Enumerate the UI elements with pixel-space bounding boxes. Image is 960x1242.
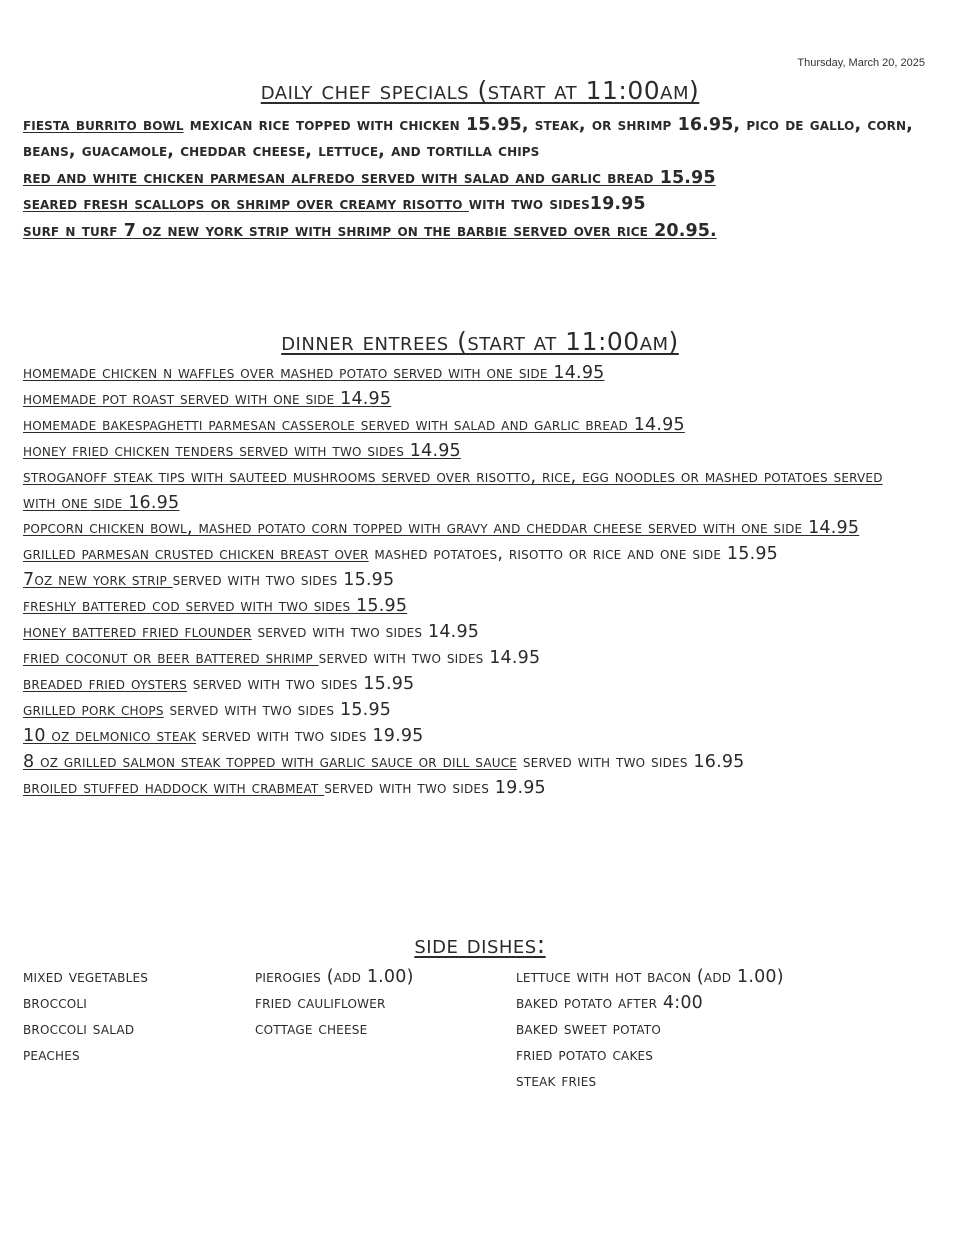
specials-item-details: mexican rice topped with chicken 15.95, steak, or shrimp 16.95, pico de gallo, corn, beans, guacamole, cheddar cheese, lettuce, and tortilla chips — [23, 115, 913, 162]
side-dish: mixed vegetables — [23, 967, 149, 987]
dinner-item-details: served with two sides 14.95 — [251, 622, 480, 643]
dinner-item-name: breaded fried oysters — [23, 673, 187, 694]
dinner-item-details: served with two sides 19.95 — [324, 777, 546, 798]
dinner-item-name: honey fried chicken tenders served with two sides 14.95 — [23, 440, 461, 461]
dinner-item — [23, 516, 913, 542]
dinner-item-name: homemade pot roast served with one side 14.95 — [23, 388, 392, 409]
dinner-item-details: served with two sides 15.95 — [186, 673, 415, 694]
dinner-item-name: grilled parmesan crusted chicken breast over — [23, 544, 369, 565]
specials-item — [23, 112, 913, 165]
dinner-item — [23, 750, 913, 776]
dinner-item-name: freshly battered cod served with two sides 15.95 — [23, 596, 408, 617]
specials-item-name: fiesta burrito bowl — [23, 115, 184, 135]
dinner-item-name: honey battered fried flounder — [23, 622, 252, 643]
dinner-item — [23, 620, 913, 646]
side-dish: peaches — [23, 1044, 80, 1065]
specials-list — [23, 112, 913, 244]
specials-heading-text: daily chef specials (start at 11:00am) — [260, 76, 700, 105]
dinner-item — [23, 413, 913, 439]
dinner-item — [23, 724, 913, 750]
dinner-list — [23, 361, 913, 801]
dinner-item-name: popcorn chicken bowl, mashed potato corn topped with gravy and cheddar cheese served with one side 14.95 — [23, 518, 860, 539]
dinner-item-name: 10 oz delmonico steak — [23, 725, 197, 746]
sides-heading — [0, 930, 960, 959]
dinner-item-name: homemade chicken n waffles over mashed potato served with one side 14.95 — [23, 363, 605, 383]
dinner-item-name: 7oz new york strip — [23, 570, 173, 591]
dinner-heading-text: dinner entrees (start at 11:00am) — [281, 327, 679, 356]
dinner-item-name: grilled pork chops — [23, 699, 164, 720]
specials-item — [23, 218, 913, 244]
side-dish: lettuce with hot bacon (add 1.00) — [516, 967, 784, 987]
specials-item — [23, 191, 913, 217]
side-dish: pierogies (add 1.00) — [255, 967, 414, 987]
side-dish: broccoli salad — [23, 1018, 135, 1039]
dinner-item-details: mashed potatoes, risotto or rice and one side 15.95 — [368, 544, 779, 565]
dinner-item-name: broiled stuffed haddock with crabmeat — [23, 777, 325, 798]
dinner-heading — [0, 327, 960, 356]
specials-item-details: with two sides19.95 — [468, 194, 646, 215]
menu-date: Thursday, March 20, 2025 — [797, 57, 925, 69]
side-dish: fried cauliflower — [255, 992, 386, 1013]
side-dish: baked sweet potato — [516, 1018, 661, 1039]
side-dish: baked potato after 4:00 — [516, 992, 704, 1013]
sides-heading-text: side dishes: — [414, 930, 546, 959]
dinner-item-name: stroganoff steak tips with sauteed mushrooms served over risotto, rice, egg noodles or mashed potatoes served with one side 16.95 — [23, 466, 883, 513]
specials-item-name: red and white chicken parmesan alfredo served with salad and garlic bread 15.95 — [23, 167, 716, 188]
dinner-item-name: homemade bakespaghetti parmesan casserole served with salad and garlic bread 14.95 — [23, 414, 685, 435]
dinner-item — [23, 568, 913, 594]
dinner-item-details: served with two sides 19.95 — [196, 725, 424, 746]
dinner-item — [23, 387, 913, 413]
dinner-item — [23, 361, 913, 387]
side-dish: steak fries — [516, 1070, 597, 1091]
dinner-item — [23, 776, 913, 802]
side-dish: broccoli — [23, 992, 88, 1013]
side-dishes-column-1 — [23, 965, 148, 1069]
specials-item — [23, 165, 913, 191]
side-dishes-column-3 — [516, 965, 784, 1095]
specials-item-name: surf n turf 7 oz new york strip with shrimp on the barbie served over rice 20.95. — [23, 220, 717, 241]
specials-item-name: seared fresh scallops or shrimp over creamy risotto — [23, 194, 469, 215]
dinner-item-name: fried coconut or beer battered shrimp — [23, 647, 319, 668]
dinner-item — [23, 542, 913, 568]
side-dish: cottage cheese — [255, 1018, 368, 1039]
side-dishes-column-2 — [255, 965, 414, 1043]
side-dish: fried potato cakes — [516, 1044, 654, 1065]
dinner-item-name: 8 oz grilled salmon steak topped with garlic sauce or dill sauce — [23, 751, 518, 772]
dinner-item — [23, 594, 913, 620]
dinner-item — [23, 439, 913, 465]
dinner-item — [23, 672, 913, 698]
dinner-item — [23, 465, 913, 517]
dinner-item-details: served with two sides 15.95 — [163, 699, 392, 720]
dinner-item — [23, 698, 913, 724]
specials-heading — [0, 76, 960, 105]
dinner-item-details: served with two sides 16.95 — [517, 751, 745, 772]
dinner-item — [23, 646, 913, 672]
dinner-item-details: served with two sides 14.95 — [318, 647, 541, 668]
dinner-item-details: served with two sides 15.95 — [172, 570, 395, 591]
